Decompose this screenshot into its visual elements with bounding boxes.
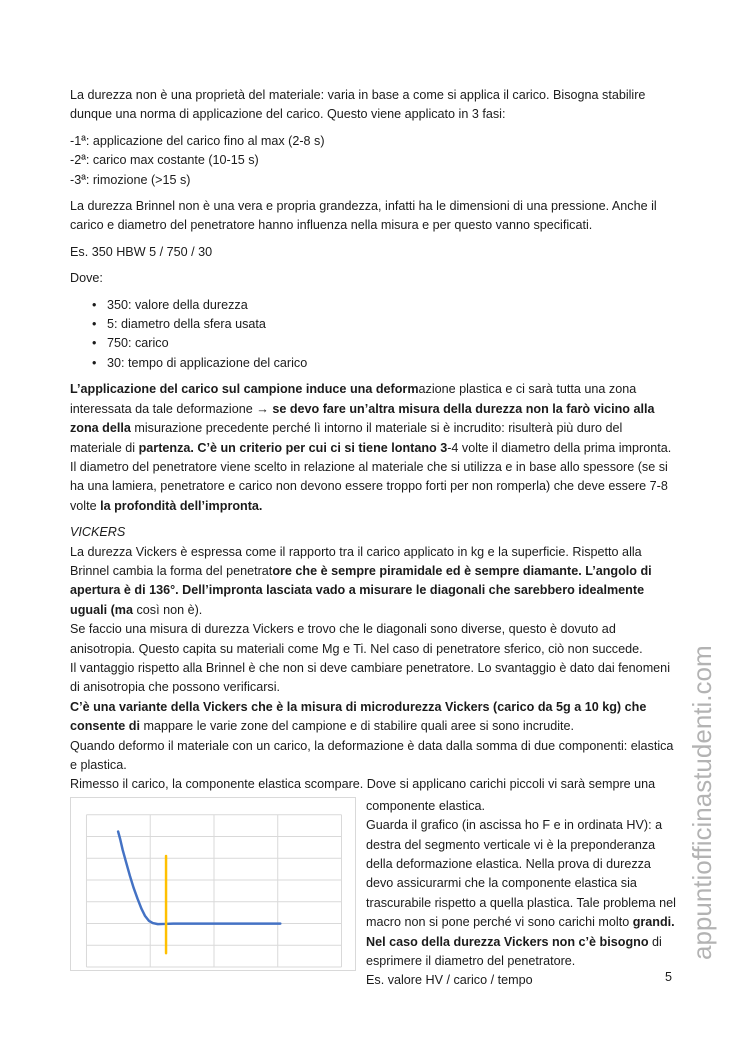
list-item xyxy=(70,296,676,315)
chart-row xyxy=(70,797,676,991)
text-segment: C’è una variante della Vickers che è la misura di microdurezza Vickers (carico da 5g a 10 kg) che consente di xyxy=(70,699,647,734)
text-segment: la profondità dell’impronta. xyxy=(100,498,263,513)
text-segment: partenza. C’è un criterio per cui ci si tiene lontano 3 xyxy=(138,440,448,455)
text-segment: Il vantaggio rispetto alla Brinnel è che non si deve cambiare penetratore. Lo svantaggio è dato dai fenomeni di anisotropia che possono verificarsi. xyxy=(70,660,670,695)
list-item xyxy=(70,354,676,373)
paragraph-applicazione xyxy=(70,380,676,516)
text-segment: Quando deformo il materiale con un carico, la deformazione è data dalla somma di due componenti: elastica e plastica. xyxy=(70,738,674,772)
phase-list xyxy=(70,132,676,190)
section-heading-vickers: VICKERS xyxy=(70,525,126,540)
text-segment: -4 volte il diametro della prima impronta. Il diametro del penetratore viene scelto in relazione al materiale che si utilizza e in base allo spessore (se si ha una lamiera, penetratore e carico non devono essere troppo forti per non romperla) che deve essere 7-8 volte xyxy=(70,440,672,513)
series-curva-durezza xyxy=(118,831,280,924)
phase-item: -3ª: rimozione (>15 s) xyxy=(70,172,191,187)
text-segment: così non è). xyxy=(136,602,203,617)
paragraph-guarda xyxy=(366,816,676,971)
list-item xyxy=(70,315,676,334)
text-segment: Rimesso il carico, la componente elastica scompare. Dove si applicano carichi piccoli vi sarà sempre una xyxy=(70,777,656,792)
paragraph-intro xyxy=(70,86,676,125)
text-segment: La durezza Brinnel non è una vera e propria grandezza, infatti ha le dimensioni di una pressione. Anche il carico e diametro del penetratore hanno influenza nella misura e per questo vanno specificati. xyxy=(70,199,657,233)
text-segment: ore che è sempre piramidale ed è sempre diamante. L’angolo di apertura è di 136°. Dell’impronta lasciata vado a misurare le diagonali che sarebbero idealmente uguali (ma xyxy=(70,563,652,617)
text-segment: La durezza Vickers è espressa come il rapporto tra il carico applicato in kg e la superficie. Rispetto alla Brinnel cambia la forma del penetrat xyxy=(70,544,642,578)
bullet-icon: • xyxy=(92,355,97,370)
paragraph-continuation: componente elastica. xyxy=(366,798,486,813)
text-segment: grandi. Nel caso della durezza Vickers non c’è bisogno xyxy=(366,915,675,949)
list-item-text: 30: tempo di applicazione del carico xyxy=(107,355,308,370)
paragraph-quando xyxy=(70,737,676,776)
bullet-icon: • xyxy=(92,336,97,351)
phase-item: -2ª: carico max costante (10-15 s) xyxy=(70,153,259,168)
list-item xyxy=(70,334,676,353)
text-segment: Se faccio una misura di durezza Vickers e trovo che le diagonali sono diverse, questo è dovuto ad anisotropia. Questo capita su materiali come Mg e Ti. Nel caso di penetratore sferico, ciò non succede. xyxy=(70,622,643,656)
text-segment: La durezza non è una proprietà del materiale: varia in base a come si applica il carico. Bisogna stabilire dunque una norma di applicazione del carico. Questo viene applicato in 3 fasi: xyxy=(70,88,646,122)
paragraph-variante xyxy=(70,698,676,737)
text-segment: Guarda il grafico (in ascissa ho F e in ordinata HV): a destra del segmento verticale vi è la preponderanza della deformazione elastica. Nella prova di durezza devo assicurarmi che la componente elastica sia trascurabile rispetto a quella plastica. Tale problema nel macro non si pone perché vi sono carichi molto xyxy=(366,818,676,930)
dove-label: Dove: xyxy=(70,271,103,286)
list-item-text: 350: valore della durezza xyxy=(107,297,248,312)
example-vickers: Es. valore HV / carico / tempo xyxy=(366,973,533,988)
hv-load-chart xyxy=(70,797,356,971)
chart-side-text xyxy=(366,797,676,991)
text-segment: misurazione precedente perché lì intorno il materiale si è incrudito: risulterà più duro del materiale di xyxy=(70,421,623,455)
list-item-text: 750: carico xyxy=(107,336,169,351)
dove-list xyxy=(70,296,676,374)
phase-item: -1ª: applicazione del carico fino al max (2-8 s) xyxy=(70,133,325,148)
example-brinnel: Es. 350 HBW 5 / 750 / 30 xyxy=(70,244,213,259)
paragraph-vantaggio xyxy=(70,659,676,698)
paragraph-brinnel xyxy=(70,197,676,236)
text-segment: mappare le varie zone del campione e di stabilire quali aree si sono incrudite. xyxy=(143,719,575,734)
hv-chart-svg xyxy=(71,798,355,970)
page-number: 5 xyxy=(664,970,672,984)
paragraph-rimesso xyxy=(70,775,676,794)
paragraph-se-faccio xyxy=(70,620,676,659)
text-segment: L’applicazione del carico sul campione induce una deform xyxy=(70,382,419,397)
bullet-icon: • xyxy=(92,297,97,312)
watermark: appuntiofficinastudenti.com xyxy=(687,645,717,960)
list-item-text: 5: diametro della sfera usata xyxy=(107,317,266,332)
page-content xyxy=(70,86,676,991)
text-segment: → se devo fare un’altra misura della durezza non la farò vicino alla zona della xyxy=(70,401,655,436)
text-segment: di esprimere il diametro del penetratore. xyxy=(366,934,662,969)
text-segment: azione plastica e ci sarà tutta una zona interessata da tale deformazione xyxy=(70,382,637,416)
bullet-icon: • xyxy=(92,317,97,332)
paragraph-vickers-intro xyxy=(70,543,676,621)
